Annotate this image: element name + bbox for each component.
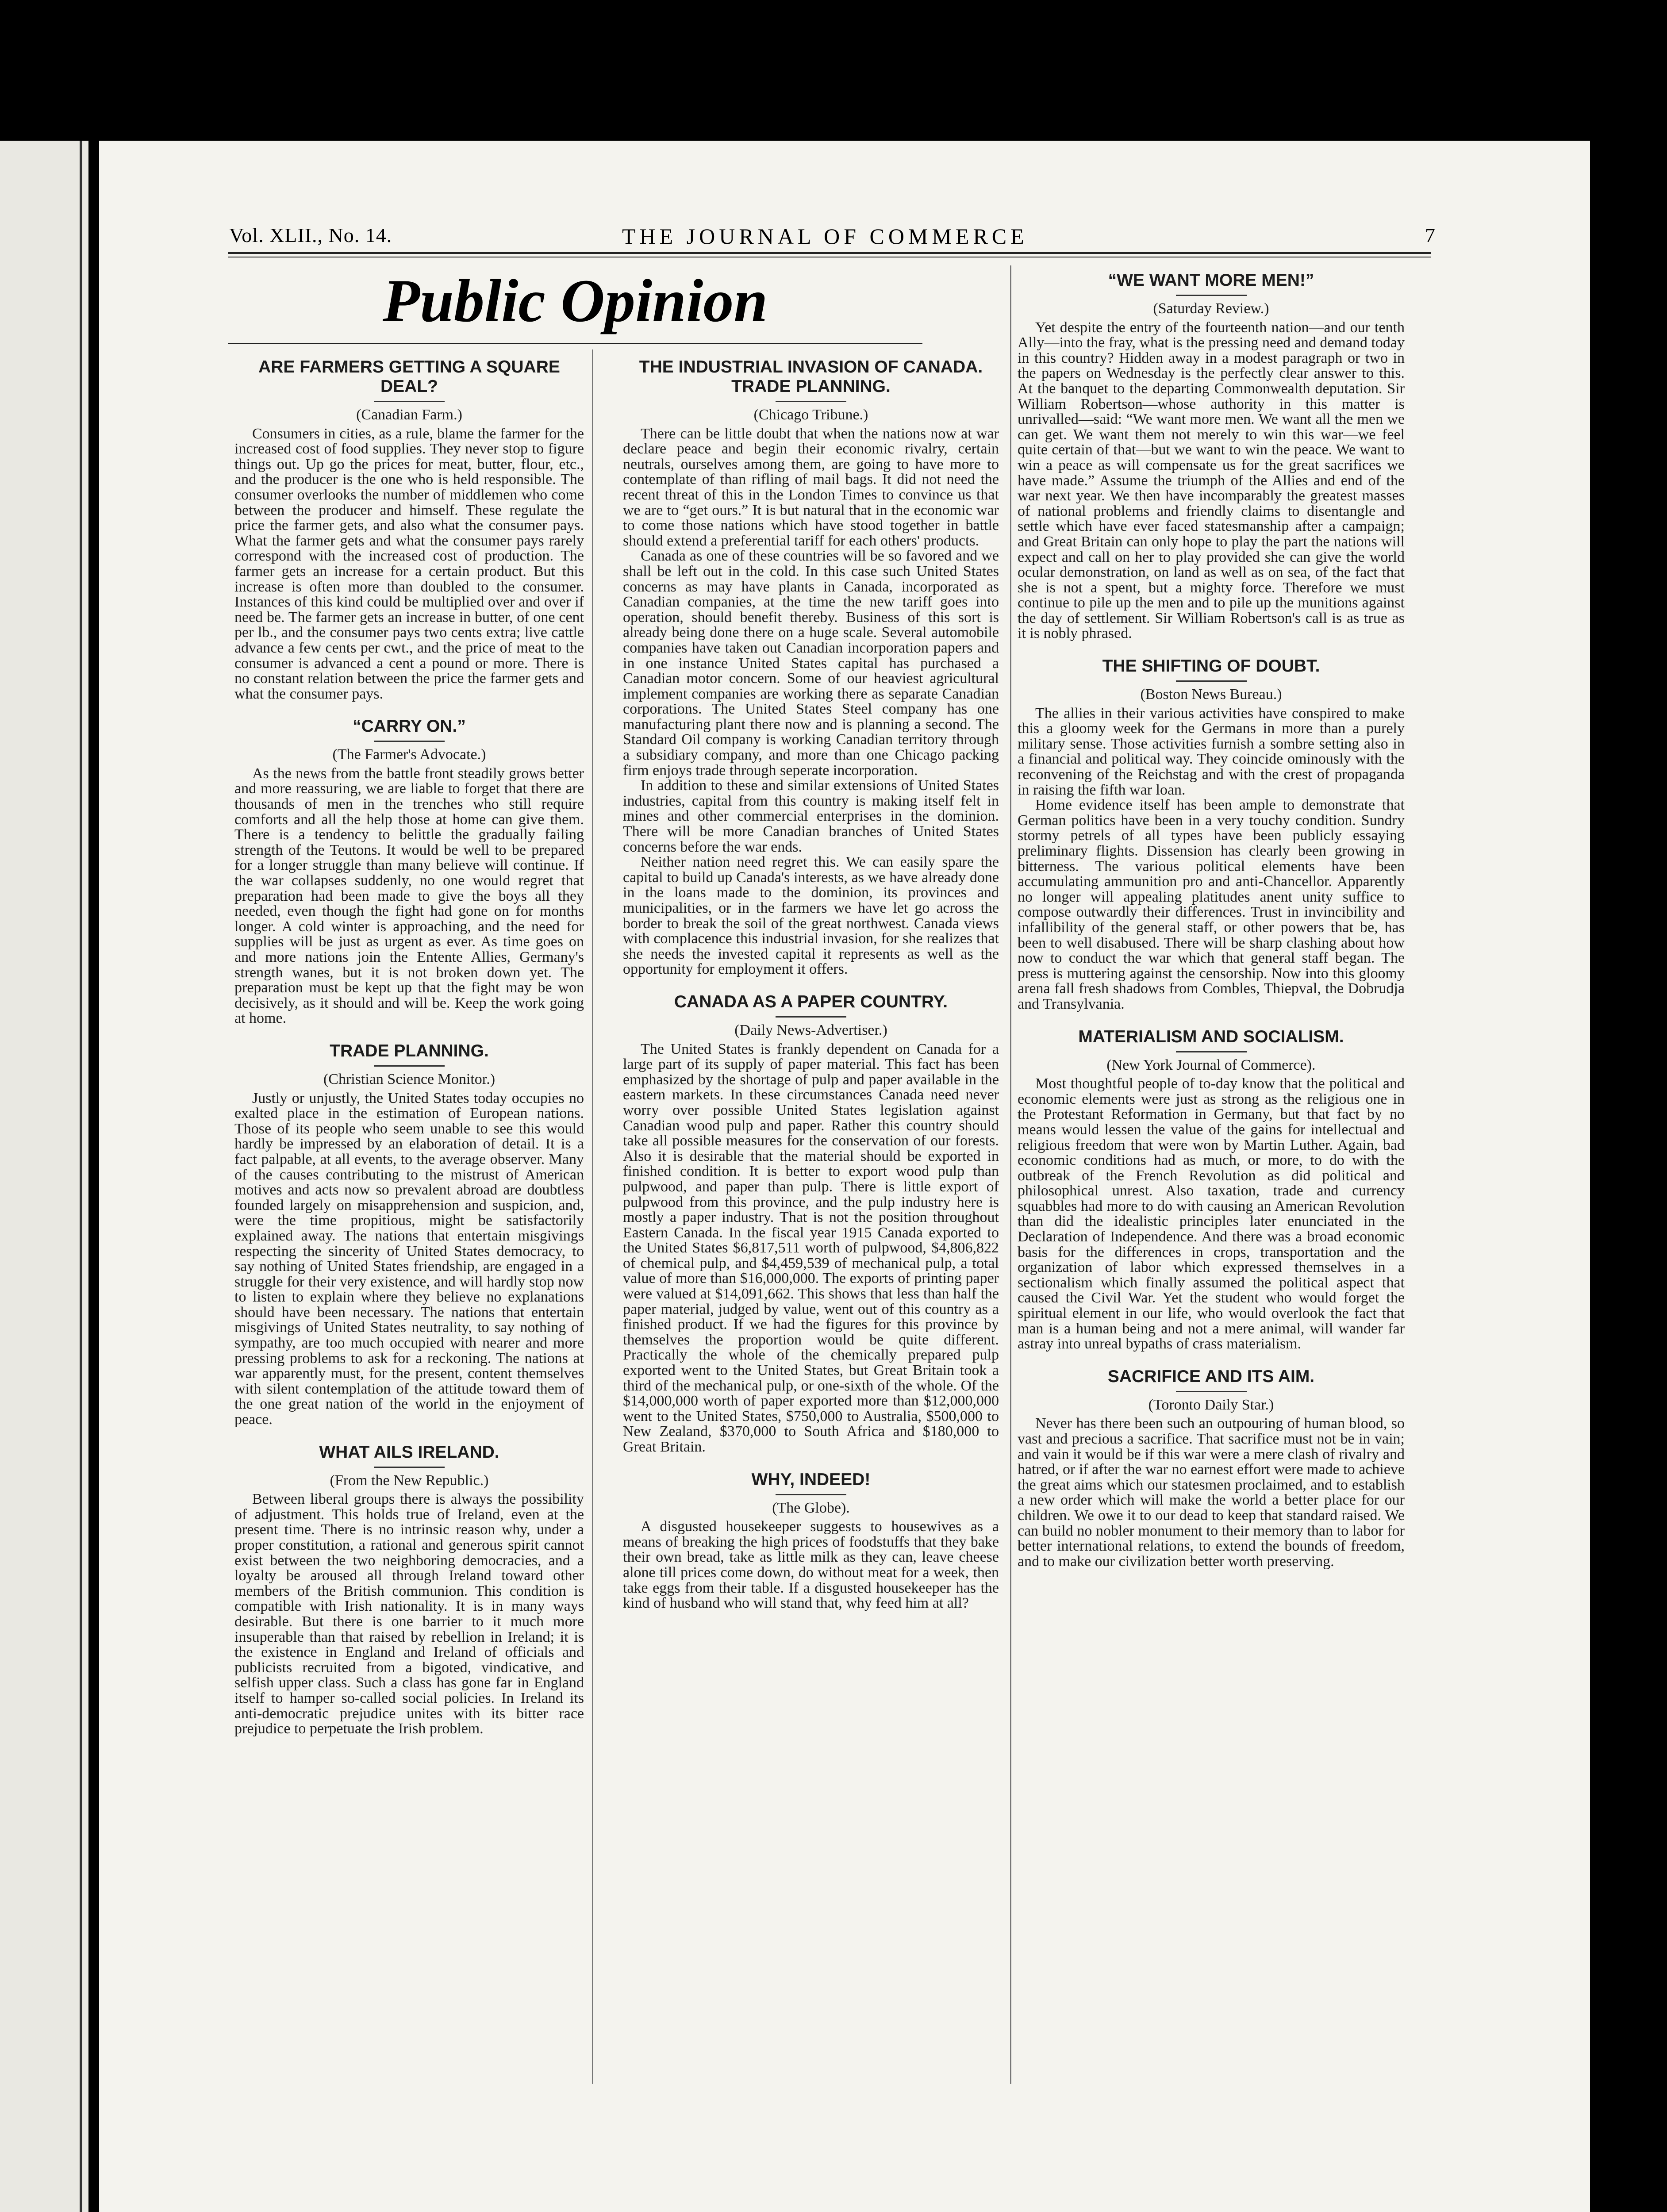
article-source: (Daily News-Advertiser.) xyxy=(734,1022,887,1038)
article-paragraph: Between liberal groups there is always the possibility of adjustment. This holds true of Ireland, even at the present time. There is no intrinsic reason why, under a proper constitution, a rational and generous spirit cannot exist between the two neighboring democracies, and a loyalty be aroused all through Ireland toward other members of the British communion. This condition is compatible with Irish nationality. It is in many ways desirable. But there is one barrier to it much more insuperable than that raised by rebellion in Ireland; it is the existence in England and Ireland of officials and publicists recruited from a bigoted, vindicative, and selfish upper class. Such a class has gone far in England itself to hamper so-called social policies. In Ireland its anti-democratic prejudice unites with its bitter race prejudice to perpetuate the Irish problem. xyxy=(234,1491,584,1737)
title-underline xyxy=(776,1494,846,1495)
title-underline xyxy=(776,1016,846,1018)
title-underline xyxy=(374,741,445,742)
article-title: TRADE PLANNING. xyxy=(330,1041,489,1060)
article-source: (From the New Republic.) xyxy=(330,1472,489,1489)
title-underline xyxy=(1176,295,1247,296)
article-source: (Canadian Farm.) xyxy=(356,407,462,423)
article-source: (The Globe). xyxy=(772,1499,850,1516)
title-underline xyxy=(374,1467,445,1468)
article-title: THE INDUSTRIAL INVASION OF CANADA. TRADE PLANNING. xyxy=(639,357,983,396)
article-title: WHY, INDEED! xyxy=(751,1470,871,1489)
article-source: (Chicago Tribune.) xyxy=(753,407,868,423)
article-source: (New York Journal of Commerce). xyxy=(1106,1056,1316,1073)
article-source: (Toronto Daily Star.) xyxy=(1148,1396,1274,1413)
title-underline xyxy=(1176,680,1247,682)
column-divider-2 xyxy=(1010,265,1011,2084)
title-underline xyxy=(776,401,846,402)
column-2 xyxy=(623,357,999,1611)
column-divider-1 xyxy=(592,349,593,2084)
article-source: (Christian Science Monitor.) xyxy=(323,1071,495,1087)
title-underline xyxy=(1176,1051,1247,1052)
article-title: CANADA AS A PAPER COUNTRY. xyxy=(674,992,948,1011)
column-1 xyxy=(234,357,584,1737)
article-paragraph: As the news from the battle front steadily grows better and more reassuring, we are liable to forget that there are thousands of men in the trenches who still require comforts and all the help those at home can give them. There is a tendency to belittle the gradually failing strength of the Teutons. It would be well to be prepared for a longer struggle than many believe will continue. If the war collapses suddenly, no one would regret that preparation had been made to give the boys all they needed, even though the fight had gone on for months longer. A cold winter is approaching, and the need for supplies will be just as urgent as ever. As time goes on and more nations join the Entente Allies, Germany's strength wanes, but it is not broken down yet. The preparation must be kept up that the fight may be won decisively, as it should and will be. Keep the work going at home. xyxy=(234,765,584,1027)
article-paragraph: Most thoughtful people of to-day know that the political and economic elements were just as strong as the religious one in the Protestant Reformation in Germany, but that fact by no means would lessen the value of the gains for intellectual and religious freedom that were won by Martin Luther. Again, bad economic conditions had as much, or more, to do with the outbreak of the French Revolution as did political and philosophical unrest. Also taxation, trade and currency squabbles had more to do with causing an American Revolution than did the idealistic principles later enunciated in the Declaration of Independence. And there was a broad economic basis for the differences in crops, transportation and the organization of labor which expressed themselves in a sectionalism which finally assumed the political aspect that caused the Civil War. Yet the student who would forget the spiritual element in our life, who would overlook the fact that man is a human being and not a mere animal, will wander far astray into unreal bypaths of crass materialism. xyxy=(1018,1075,1405,1352)
article-source: (The Farmer's Advocate.) xyxy=(332,746,486,763)
column-3 xyxy=(1018,271,1405,1569)
section-masthead: Public Opinion xyxy=(382,267,768,334)
article-paragraph: Canada as one of these countries will be so favored and we shall be left out in the cold. In this case such United States concerns as may have plants in Canada, incorporated as Canadian companies, at the time the new tariff goes into operation, should benefit thereby. Business of this sort is already being done there on a huge scale. Several automobile companies have taken out Canadian incorporation papers and in one instance United States capital has purchased a Canadian motor concern. Some of our heaviest agricultural implement companies are working there as separate Canadian corporations. The United States Steel company has one manufacturing plant there now and is planning a second. The Standard Oil company is working Canadian territory through a subsidiary company, and more than one Chicago packing firm enjoys trade through seperate incorporation. xyxy=(623,548,999,779)
article-paragraph: Yet despite the entry of the fourteenth nation—and our tenth Ally—into the fray, what is the pressing need and demand today in this country? Hidden away in a modest paragraph or two in the papers on Wednesday is the perfectly clear answer to this. At the banquet to the departing Commonwealth deputation. Sir William Robertson—whose authority in this matter is unrivalled—said: “We want more men. We want all the men we can get. We want them not merely to win this war—we feel quite certain of that—but we want to win the peace. We want to win a peace as will compensate us for the great sacrifices we have made.” Assume the triumph of the Allies and end of the war next year. We then have incomparably the greatest masses of national problems and friendly claims to disentangle and settle which have ever faced statesmanship after a campaign; and Great Britain can only hope to play the part the nations will expect and call on her to play provided she can give the world ocular demonstration, on land as well as on sea, of the fact that she is not a spent, but a mighty force. Therefore we must continue to pile up the men and to pile up the munitions against the day of settlement. Sir William Robertson's call is as true as it is nobly phrased. xyxy=(1018,319,1405,642)
masthead-rule xyxy=(228,343,922,344)
article-paragraph: In addition to these and similar extensions of United States industries, capital from this country is making itself felt in mines and other commercial enterprises in the dominion. There will be more Canadian branches of United States concerns before the war ends. xyxy=(623,777,999,855)
title-underline xyxy=(374,1065,445,1067)
article-paragraph: Consumers in cities, as a rule, blame the farmer for the increased cost of food supplies. They never stop to figure things out. Up go the prices for meat, butter, flour, etc., and the producer is the one who is held responsible. The consumer overlooks the number of middlemen who come between the producer and himself. These regulate the price the farmer gets, and also what the consumer pays. What the farmer gets and what the consumer pays rarely correspond with the increased cost of production. The farmer gets an increase for a certain product. But this increase is often more than doubled to the consumer. Instances of this kind could be multiplied over and over if need be. The farmer gets an increase in butter, of one cent per lb., and the consumer pays two cents extra; live cattle advance a few cents per cwt., and the price of meat to the consumer is advanced a cent a pound or more. There is no constant relation between the price the farmer gets and what the consumer pays. xyxy=(234,425,584,702)
article-source: (Boston News Bureau.) xyxy=(1140,686,1282,703)
title-underline xyxy=(374,401,445,402)
article-title: MATERIALISM AND SOCIALISM. xyxy=(1078,1027,1344,1046)
header-rule-top xyxy=(228,252,1431,254)
page-gutter-line xyxy=(80,141,82,2212)
page-header xyxy=(129,223,1436,250)
journal-title: THE JOURNAL OF COMMERCE xyxy=(622,224,1028,249)
article-title: SACRIFICE AND ITS AIM. xyxy=(1107,1367,1315,1386)
page-number: 7 xyxy=(1425,224,1436,246)
article-title: “CARRY ON.” xyxy=(353,717,466,736)
adjacent-page-strip xyxy=(0,141,88,2212)
article-source: (Saturday Review.) xyxy=(1153,300,1269,317)
title-underline xyxy=(1176,1391,1247,1392)
volume-number: Vol. XLII., No. 14. xyxy=(229,224,392,246)
article-paragraph: Justly or unjustly, the United States today occupies no exalted place in the estimation of European nations. Those of its people who seem unable to see this would hardly be impressed by an elaboration of detail. It is a fact palpable, at all events, to the average observer. Many of the causes contributing to the mistrust of American motives and acts now so prevalent abroad are doubtless founded largely on misapprehension and suspicion, and, were the time propitious, might be satisfactorily explained away. The nations that entertain misgivings respecting the sincerity of United States democracy, to say nothing of United States friendship, are engaged in a struggle for their very existence, and will hardly stop now to listen to explain where they believe no explanations should have been necessary. The nations that entertain misgivings of United States neutrality, to say nothing of sympathy, are too much occupied with nearer and more pressing problems to ask for a reckoning. The nations at war apparently must, for the present, content themselves with silent contemplation of the attitude toward them of the one great nation of the world in the enjoyment of peace. xyxy=(234,1090,584,1428)
article-paragraph: There can be little doubt that when the nations now at war declare peace and begin their economic rivalry, certain neutrals, ourselves among them, are going to have more to contemplate of than rifling of mail bags. It did not need the recent threat of this in the London Times to convince us that we are to “get ours.” It is but natural that in the economic war to come those nations which have stood together in battle should extend a preferential tariff for each others' products. xyxy=(623,425,999,549)
article-title: “WE WANT MORE MEN!” xyxy=(1108,271,1314,290)
article-paragraph: The allies in their various activities have conspired to make this a gloomy week for the Germans in more than a purely military sense. Those activities furnish a sombre setting also in a financial and political way. They coincide ominously with the reconvening of the Reichstag and with the crest of propaganda in raising the fifth war loan. xyxy=(1018,705,1405,798)
article-paragraph: Neither nation need regret this. We can easily spare the capital to build up Canada's interests, as we have already done in the loans made to the dominion, its provinces and municipalities, or in the farmers we have let go across the border to break the soil of the great northwest. Canada views with complacence this industrial invasion, for she realizes that she needs the invested capital it represents as well as the opportunity for employment it offers. xyxy=(623,854,999,978)
article-paragraph: Never has there been such an outpouring of human blood, so vast and precious a sacrifice. That sacrifice must not be in vain; and vain it would be if this war were a mere clash of rivalry and hatred, or if after the war no earnest effort were made to achieve the great aims which our statesmen proclaimed, and to establish a new order which will make the world a better place for our children. We owe it to our dead to keep that standard raised. We can build no nobler monument to their memory than to labor for better international relations, to extend the bounds of freedom, and to make our civilization better worth preserving. xyxy=(1018,1415,1405,1570)
article-paragraph: Home evidence itself has been ample to demonstrate that German politics have been in a very touchy condition. Sundry stormy petrels of all types have been publicly essaying preliminary flights. Dissension has clearly been growing in bitterness. The various political elements have been accumulating ammunition pro and anti-Chancellor. Apparently no longer will appealing platitudes anent unity suffice to compose outwardly their differences. Trust in invincibility and infallibility of the general staff, or other powers that be, has been to well disabused. There will be sharp clashing about how now to conduct the war which that general staff began. The press is muttering against the censorship. Now into this gloomy arena fall fresh shadows from Combles, Thiepval, the Dobrudja and Transylvania. xyxy=(1018,797,1405,1012)
article-title: THE SHIFTING OF DOUBT. xyxy=(1102,657,1320,676)
article-title: ARE FARMERS GETTING A SQUARE DEAL? xyxy=(258,357,560,396)
article-paragraph: The United States is frankly dependent on Canada for a large part of its supply of paper material. This fact has been emphasized by the shortage of pulp and paper available in the eastern markets. In these circumstances Canada need never worry over possible United States legislation against Canadian wood pulp and paper. Rather this country should take all possible measures for the conservation of our forests. Also it is desirable that the material should be exported in finished condition. It is better to export wood pulp than pulpwood, and paper than pulp. There is little export of pulpwood from this province, and the pulp industry here is mostly a paper industry. That is not the position throughout Eastern Canada. In the fiscal year 1915 Canada exported to the United States $6,817,511 worth of pulpwood, $4,806,822 of chemical pulp, and $4,459,539 of mechanical pulp, a total value of more than $16,000,000. The exports of printing paper were valued at $14,091,662. This shows that less than half the paper material, judged by value, went out of this country as a finished product. If we had the figures for this province by themselves the proportion would be quite different. Practically the whole of the chemically prepared pulp exported went to the United States, but Great Britain took a third of the mechanical pulp, or one-sixth of the whole. Of the $14,000,000 worth of paper exported more than $12,000,000 went to the United States, $750,000 to Australia, $500,000 to New Zealand, $370,000 to South Africa and $180,000 to Great Britain. xyxy=(623,1041,999,1455)
article-paragraph: A disgusted housekeeper suggests to housewives as a means of breaking the high prices of foodstuffs that they bake their own bread, take as little milk as they can, leave cheese alone till prices come down, do without meat for a week, then take eggs from their table. If a disgusted housekeeper has the kind of husband who will stand that, why feed him at all? xyxy=(623,1518,999,1612)
article-title: WHAT AILS IRELAND. xyxy=(319,1442,499,1462)
